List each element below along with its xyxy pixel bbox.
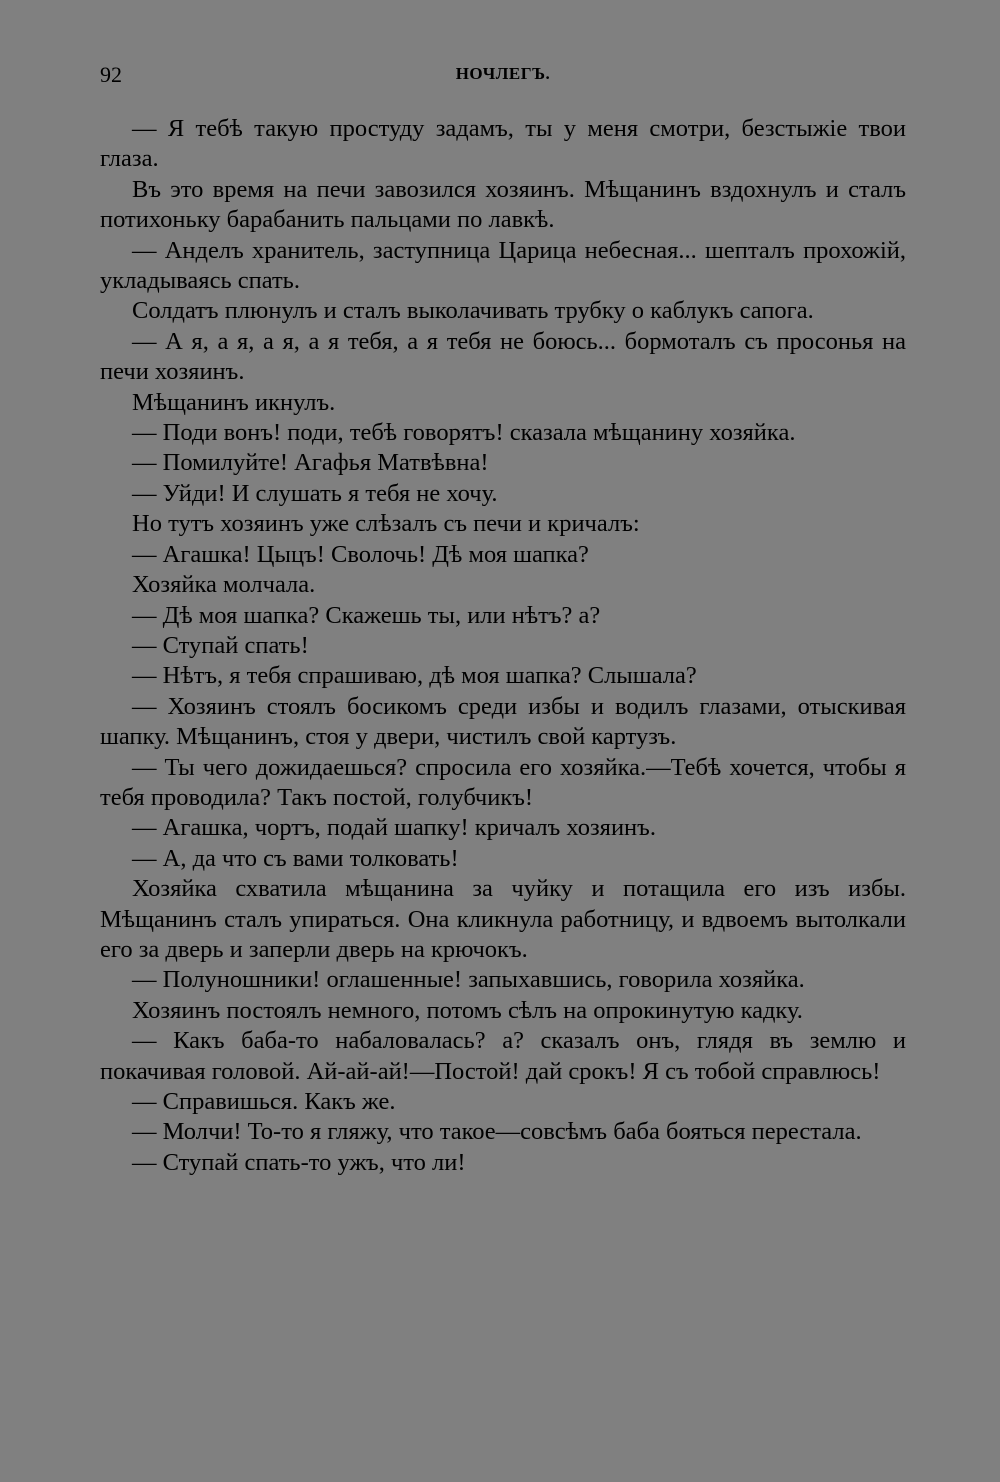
paragraph: — Я тебѣ такую простуду задамъ, ты у меня смотри, безстыжіе твои глаза. [100,115,906,173]
paragraph: — Агашка, чортъ, подай шапку! кричалъ хозяинъ. [132,814,656,842]
paragraph: — Нѣтъ, я тебя спрашиваю, дѣ моя шапка? Слышала? [132,662,697,690]
paragraph: — Анделъ хранитель, заступница Царица небесная... шепталъ прохожій, укладываясь спать. [100,236,906,295]
paragraph: — А, да что съ вами толковать! [132,844,459,872]
paragraph: — Полуношники! оглашенные! запыхавшись, говорила хозяйка. [132,966,805,994]
body-text [100,114,906,1178]
paragraph: Въ это время на печи завозился хозяинъ. Мѣщанинъ вздохнулъ и сталъ потихоньку барабанить пальцами по лавкѣ. [100,175,906,234]
paragraph: — Ступай спать! [132,631,309,659]
page-number: 92 [100,62,122,87]
paragraph: Хозяинъ постоялъ немного, потомъ сѣлъ на опрокинутую кадку. [132,996,803,1024]
paragraph: — Дѣ моя шапка? Скажешь ты, или нѣтъ? а? [132,601,601,629]
running-head: НОЧЛЕГЪ. [455,64,551,83]
paragraph: Хозяйка схватила мѣщанина за чуйку и потащила его изъ избы. Мѣщанинъ сталъ упираться. Она кликнула работницу, и вдвоемъ вытолкали его за дверь и заперли дверь на крючокъ. [100,875,906,963]
book-page [100,62,906,1178]
paragraph: Но тутъ хозяинъ уже слѣзалъ съ печи и кричалъ: [132,510,640,538]
paragraph: Хозяйка молчала. [132,571,316,599]
paragraph: — Какъ баба-то набаловалась? а? сказалъ онъ, глядя въ землю и покачивая головой. Ай-ай-ай!—Постой! дай срокъ! Я съ тобой справлюсь! [100,1027,906,1085]
paragraph: — Молчи! То-то я гляжу, что такое—совсѣмъ баба бояться перестала. [132,1118,862,1146]
paragraph: — Хозяинъ стоялъ босикомъ среди избы и водилъ глазами, отыскивая шапку. Мѣщанинъ, стоя у двери, чистилъ свой картузъ. [100,692,906,751]
paragraph: — Ты чего дожидаешься? спросила его хозяйка.—Тебѣ хочется, чтобы я тебя проводила? Такъ постой, голубчикъ! [100,753,906,811]
page-header [100,62,906,102]
paragraph: — Уйди! И слушать я тебя не хочу. [132,479,498,507]
paragraph: — А я, а я, а я, а я тебя, а я тебя не боюсь... бормоталъ съ просонья на печи хозяинъ. [100,327,906,386]
paragraph: — Поди вонъ! поди, тебѣ говорятъ! сказала мѣщанину хозяйка. [132,419,796,447]
paragraph: Солдатъ плюнулъ и сталъ выколачивать трубку о каблукъ сапога. [132,297,814,325]
paragraph: — Агашка! Цыцъ! Сволочь! Дѣ моя шапка? [132,540,589,568]
paragraph: — Справишься. Какъ же. [132,1088,396,1115]
paragraph: Мѣщанинъ икнулъ. [132,388,336,416]
paragraph: — Ступай спать-то ужъ, что ли! [132,1148,466,1176]
paragraph: — Помилуйте! Агафья Матвѣвна! [132,449,489,477]
